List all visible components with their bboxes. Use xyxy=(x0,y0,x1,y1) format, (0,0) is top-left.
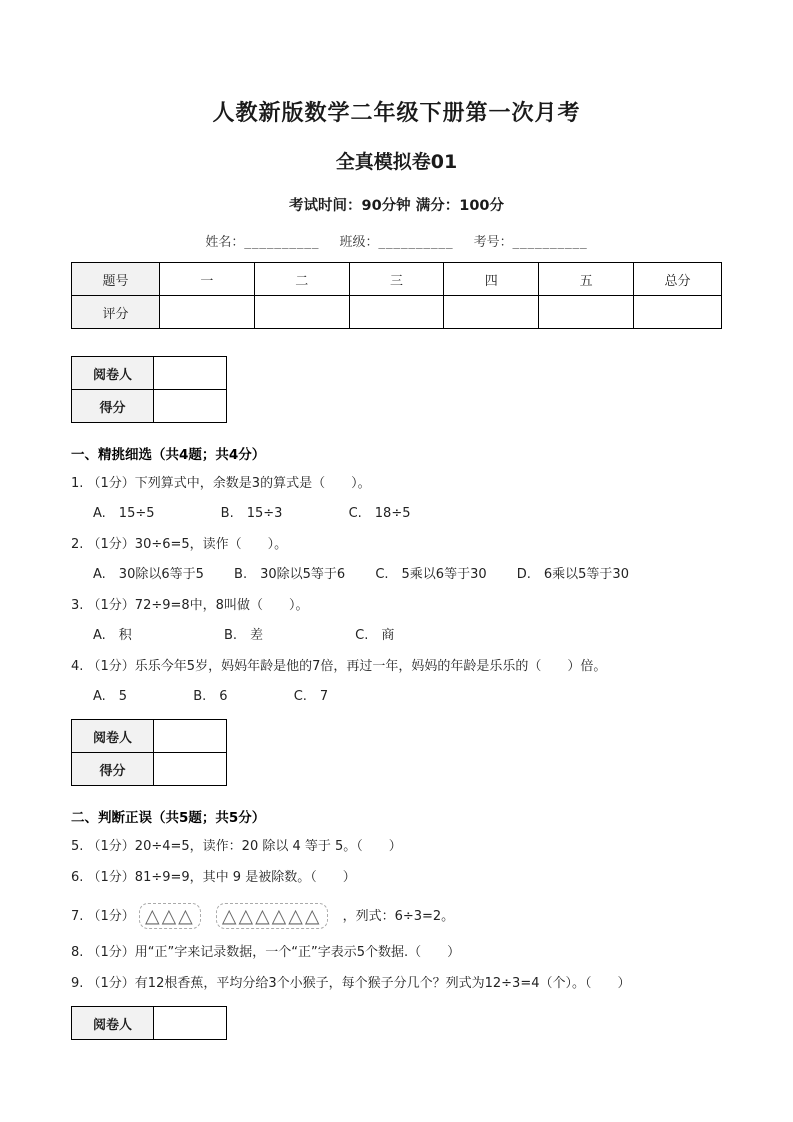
page-title: 人教新版数学二年级下册第一次月考 xyxy=(212,101,581,126)
score-col-4: 四 xyxy=(444,263,539,296)
score-cell[interactable] xyxy=(154,390,227,423)
score-table-corner: 题号 xyxy=(72,263,160,296)
score-label: 得分 xyxy=(72,753,154,786)
score-cell[interactable] xyxy=(539,296,634,329)
option-a: A. 5 xyxy=(93,689,128,704)
score-table-header-row xyxy=(72,263,722,296)
score-table xyxy=(71,262,722,329)
option-c: C. 5乘以6等于30 xyxy=(375,567,487,582)
option-a: A. 30除以6等于5 xyxy=(93,567,204,582)
score-cell[interactable] xyxy=(254,296,349,329)
question-2: 2. （1分）30÷6=5，读作（ ）。 xyxy=(71,537,288,552)
exam-info-line: 考试时间：90分钟 满分：100分 xyxy=(289,198,504,214)
question-3-options xyxy=(71,626,722,646)
question-7-suffix: ，列式：6÷3=2。 xyxy=(342,909,455,924)
reviewer-label: 阅卷人 xyxy=(72,1007,154,1040)
option-b: B. 15÷3 xyxy=(220,506,283,521)
score-cell[interactable] xyxy=(160,296,255,329)
question-9: 9. （1分）有12根香蕉，平均分给3个小猴子，每个猴子分几个？列式为12÷3=4（个）。（ ） xyxy=(71,976,631,991)
score-label: 得分 xyxy=(72,390,154,423)
grader-box xyxy=(71,719,227,786)
exam-no-blank[interactable]: __________ xyxy=(512,235,588,250)
score-col-3: 三 xyxy=(349,263,444,296)
question-8: 8. （1分）用“正”字来记录数据，一个“正”字表示5个数据.（ ） xyxy=(71,945,461,960)
question-7-prefix: 7. （1分） xyxy=(71,909,135,924)
page-subtitle: 全真模拟卷01 xyxy=(335,151,458,173)
class-label: 班级： xyxy=(339,235,379,250)
score-col-1: 一 xyxy=(160,263,255,296)
score-table-value-row xyxy=(72,296,722,329)
score-cell[interactable] xyxy=(444,296,539,329)
grader-box-partial xyxy=(71,1006,227,1040)
option-d: D. 6乘以5等于30 xyxy=(516,567,629,582)
name-label: 姓名： xyxy=(205,235,245,250)
question-4-options xyxy=(71,687,722,707)
option-c: C. 7 xyxy=(293,689,329,704)
option-a: A. 积 xyxy=(93,628,132,643)
question-5: 5. （1分）20÷4=5，读作：20 除以 4 等于 5。（ ） xyxy=(71,839,402,854)
option-b: B. 30除以5等于6 xyxy=(234,567,346,582)
score-col-5: 五 xyxy=(539,263,634,296)
reviewer-label: 阅卷人 xyxy=(72,720,154,753)
score-cell-total[interactable] xyxy=(634,296,722,329)
question-7 xyxy=(71,901,722,932)
score-col-2: 二 xyxy=(254,263,349,296)
reviewer-cell[interactable] xyxy=(154,357,227,390)
score-col-total: 总分 xyxy=(634,263,722,296)
option-c: C. 18÷5 xyxy=(348,506,411,521)
grader-box xyxy=(71,356,227,423)
reviewer-cell[interactable] xyxy=(154,1007,227,1040)
question-2-options xyxy=(71,565,722,585)
reviewer-label: 阅卷人 xyxy=(72,357,154,390)
section-1-title: 一、精挑细选（共4题；共4分） xyxy=(71,447,266,463)
score-cell[interactable] xyxy=(154,753,227,786)
question-6: 6. （1分）81÷9=9，其中 9 是被除数。（ ） xyxy=(71,870,356,885)
question-1: 1. （1分）下列算式中，余数是3的算式是（ ）。 xyxy=(71,476,371,491)
option-a: A. 15÷5 xyxy=(93,506,155,521)
triangles-figure xyxy=(139,905,343,927)
student-info-line xyxy=(71,231,722,250)
option-c: C. 商 xyxy=(355,628,395,643)
option-b: B. 6 xyxy=(193,689,228,704)
name-blank[interactable]: __________ xyxy=(244,235,320,250)
score-row-label: 评分 xyxy=(72,296,160,329)
question-1-options xyxy=(71,504,722,524)
reviewer-cell[interactable] xyxy=(154,720,227,753)
exam-no-label: 考号： xyxy=(473,235,513,250)
section-2-title: 二、判断正误（共5题；共5分） xyxy=(71,810,266,826)
triangle-group-1: △△△ xyxy=(139,903,201,929)
score-cell[interactable] xyxy=(349,296,444,329)
class-blank[interactable]: __________ xyxy=(378,235,454,250)
triangle-group-2: △△△△△△ xyxy=(216,903,328,929)
question-4: 4. （1分）乐乐今年5岁，妈妈年龄是他的7倍，再过一年，妈妈的年龄是乐乐的（ ）倍。 xyxy=(71,659,607,674)
question-3: 3. （1分）72÷9=8中，8叫做（ ）。 xyxy=(71,598,309,613)
option-b: B. 差 xyxy=(223,628,264,643)
